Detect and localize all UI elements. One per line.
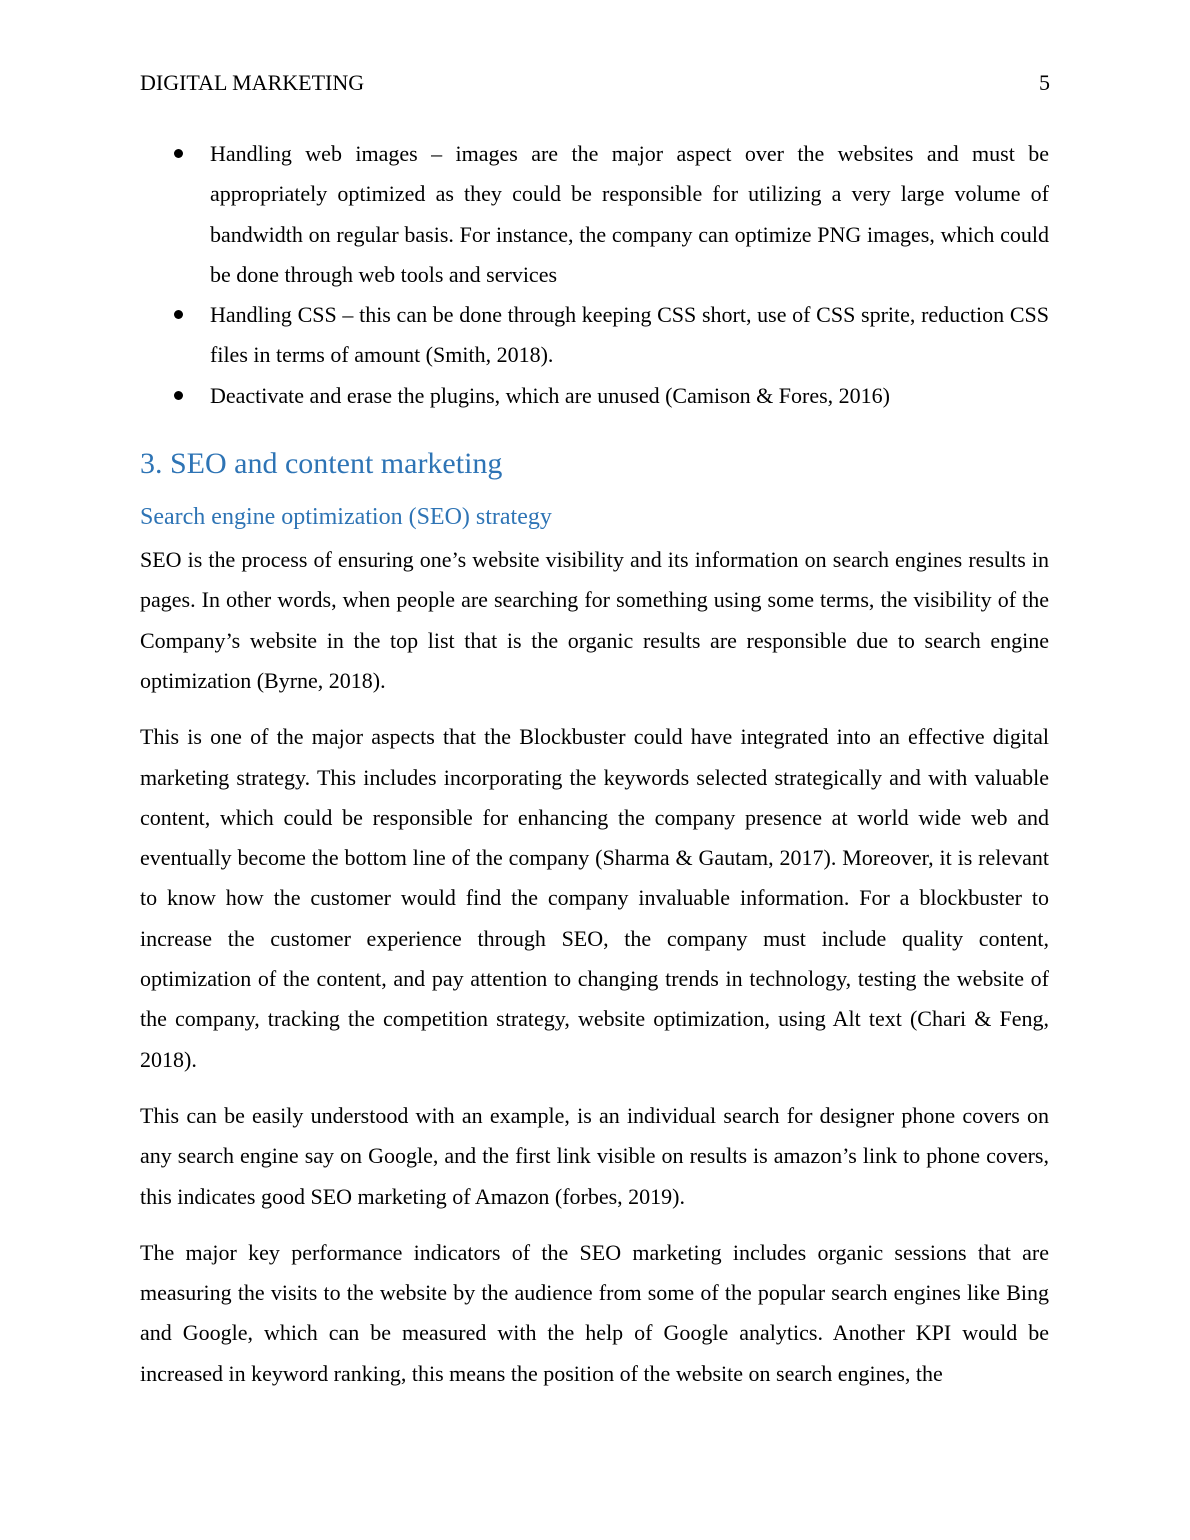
paragraph: The major key performance indicators of the SEO marketing includes organic sessions that are measuring the visits to the website by the audience from some of the popular search engines like Bing and Google, which can be measured with the help of Google analytics. Another KPI would be increased in keyword ranking, this means the position of the website on search engines, the	[140, 1239, 1049, 1386]
paragraph: This is one of the major aspects that the Blockbuster could have integrated into an effective digital marketing strategy. This includes incorporating the keywords selected strategically and with valuable content, which could be responsible for enhancing the company presence at world wide web and eventually become the bottom line of the company (Sharma & Gautam, 2017). Moreover, it is relevant to know how the customer would find the company invaluable information. For a blockbuster to increase the customer experience through SEO, the company must include quality content, optimization of the content, and pay attention to changing trends in technology, testing the website of the company, tracking the competition strategy, website optimization, using Alt text (Chari & Feng, 2018).	[140, 724, 1049, 1072]
page-header	[140, 68, 1050, 98]
bullet-icon	[174, 391, 183, 400]
running-head: DIGITAL MARKETING	[140, 70, 365, 95]
bullet-icon	[174, 149, 183, 158]
bullet-text: Handling CSS – this can be done through keeping CSS short, use of CSS sprite, reduction CSS files in terms of amount (Smith, 2018).	[210, 302, 1049, 368]
bullet-icon	[174, 310, 183, 319]
bullet-item	[140, 376, 1049, 416]
bullet-list	[140, 134, 1049, 416]
document-body	[140, 134, 1049, 1394]
bullet-text: Deactivate and erase the plugins, which are unused (Camison & Fores, 2016)	[210, 382, 890, 408]
bullet-item	[140, 295, 1049, 376]
bullet-text: Handling web images – images are the major aspect over the websites and must be appropriately optimized as they could be responsible for utilizing a very large volume of bandwidth on regular basis. For instance, the company can optimize PNG images, which could be done through web tools and services	[210, 141, 1049, 287]
paragraph: SEO is the process of ensuring one’s website visibility and its information on search engines results in pages. In other words, when people are searching for something using some terms, the visibility of the Company’s website in the top list that is the organic results are responsible due to search engine optimization (Byrne, 2018).	[140, 547, 1049, 693]
page-number: 5	[1039, 70, 1050, 95]
paragraph: This can be easily understood with an example, is an individual search for designer phone covers on any search engine say on Google, and the first link visible on results is amazon’s link to phone covers, this indicates good SEO marketing of Amazon (forbes, 2019).	[140, 1102, 1049, 1209]
section-heading: 3. SEO and content marketing	[140, 447, 503, 481]
subsection-heading: Search engine optimization (SEO) strategy	[140, 504, 552, 531]
bullet-item	[140, 134, 1049, 295]
